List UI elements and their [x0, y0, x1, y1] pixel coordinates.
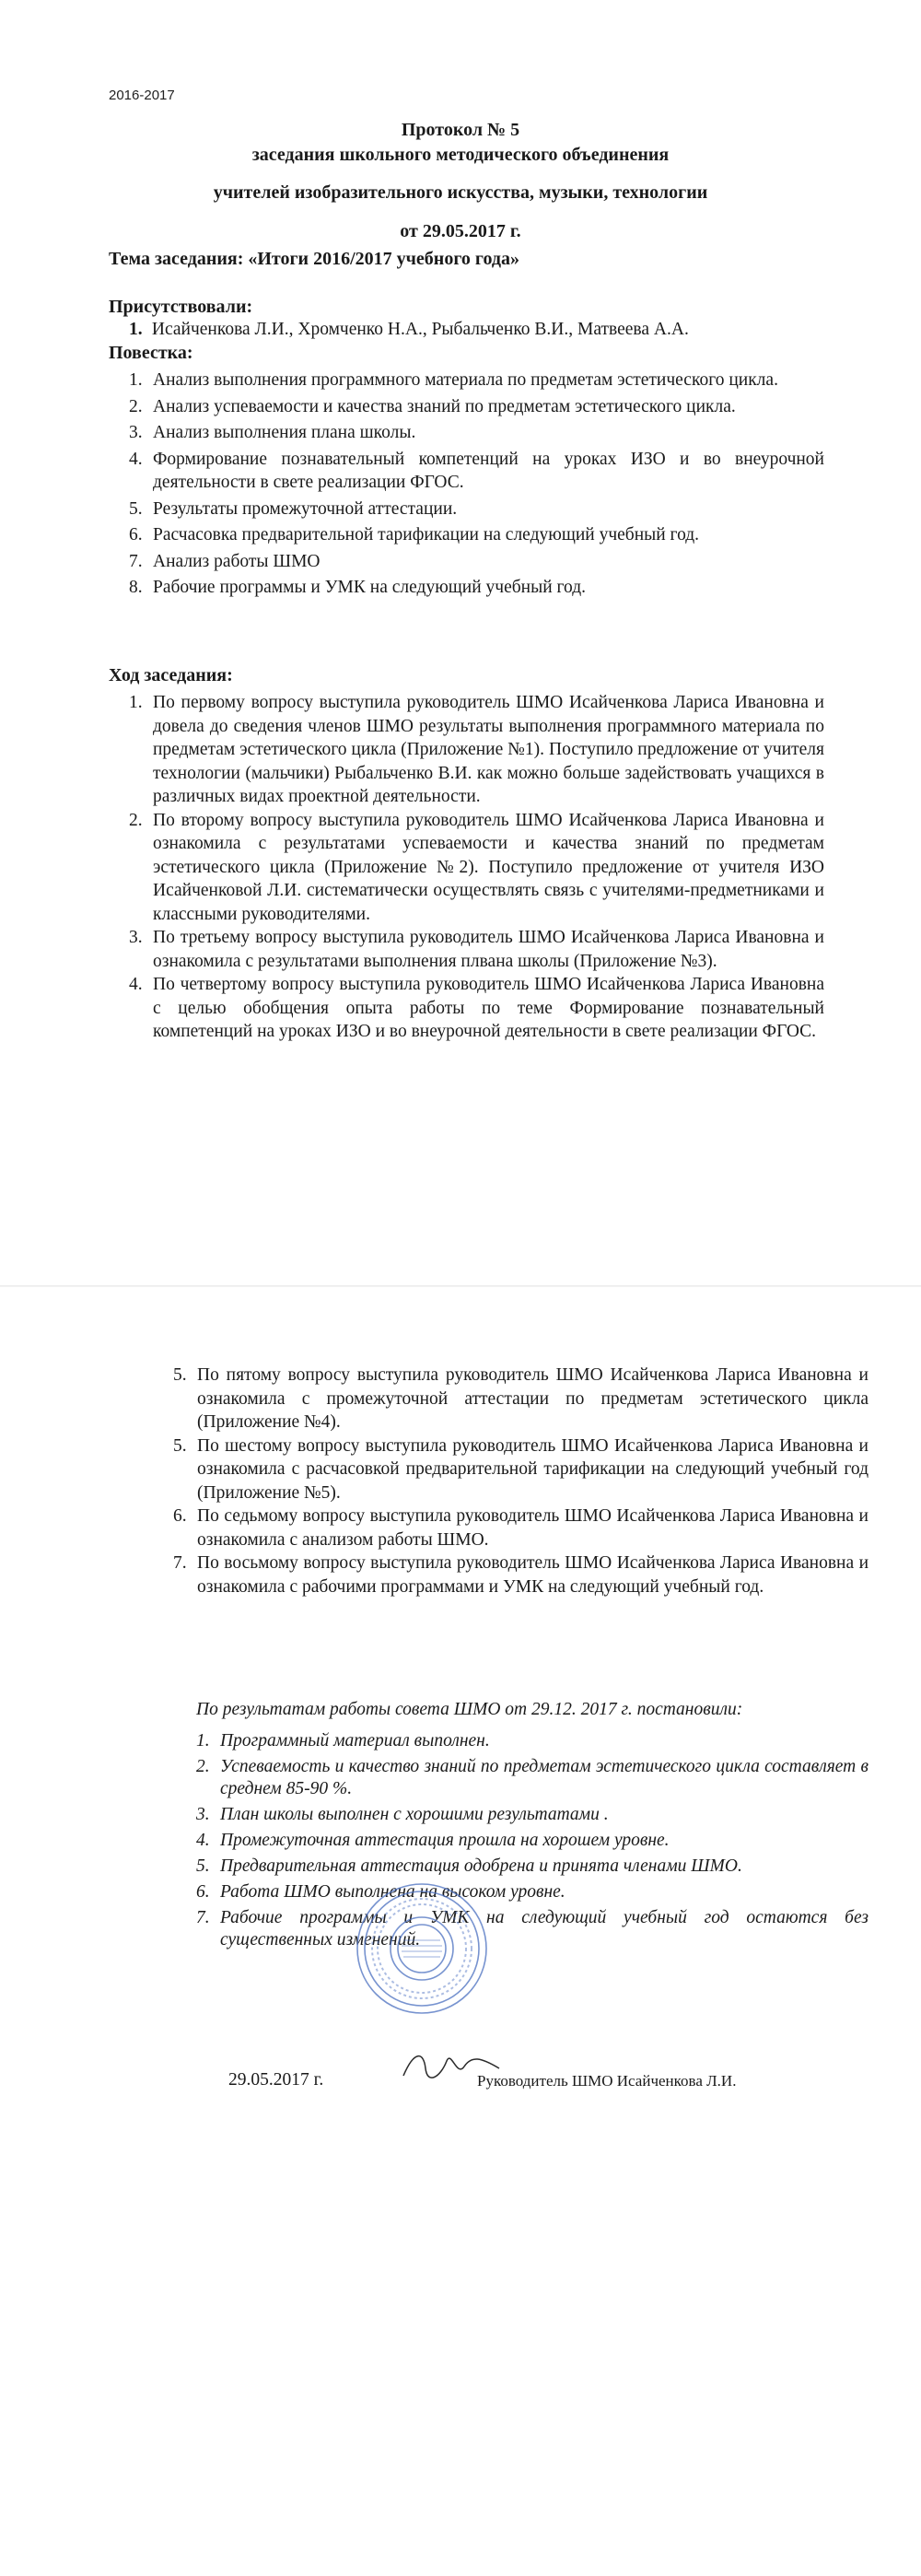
item-number: 2. — [129, 396, 143, 416]
list-item — [129, 926, 824, 973]
item-text: Расчасовка предварительной тарификации на следующий учебный год. — [153, 525, 700, 544]
list-item — [173, 1505, 869, 1551]
attendees-list — [129, 320, 689, 340]
signature-date: 29.05.2017 г. — [228, 2070, 324, 2090]
list-item — [129, 498, 824, 521]
item-number: 2. — [196, 1757, 210, 1776]
agenda-list — [129, 369, 824, 603]
list-item — [129, 973, 824, 1044]
item-number: 7. — [173, 1553, 187, 1573]
list-item — [196, 1804, 869, 1826]
list-item — [173, 1551, 869, 1598]
item-text: Результаты промежуточной аттестации. — [153, 498, 458, 519]
resolution-list — [196, 1730, 869, 1955]
course-list-continued — [173, 1364, 869, 1598]
list-item — [129, 809, 824, 927]
protocol-date: от 29.05.2017 г. — [400, 221, 521, 241]
protocol-subtitle: заседания школьного методического объединения — [251, 145, 670, 165]
list-item — [129, 691, 824, 809]
list-item — [196, 1830, 869, 1852]
item-number: 8. — [129, 578, 143, 597]
item-number: 6. — [173, 1506, 187, 1526]
list-item — [129, 448, 824, 495]
item-number: 2. — [129, 810, 143, 830]
item-text: Формирование познавательный компетенций на уроках ИЗО и во внеурочной деятельности в свете реализации ФГОС. — [153, 449, 824, 492]
item-text: По четвертому вопросу выступила руководитель ШМО Исайченкова Лариса Ивановна с целью обобщения опыта работы по теме Формирование познавательный компетенций на уроках ИЗО и во внеурочной деятельности в свете реализации ФГОС. — [153, 975, 824, 1041]
list-item — [173, 1434, 869, 1505]
signature-role: Руководитель ШМО Исайченкова Л.И. — [477, 2072, 737, 2090]
item-number: 4. — [196, 1831, 210, 1850]
list-item — [129, 369, 824, 392]
item-text: По восьмому вопросу выступила руководитель ШМО Исайченкова Лариса Ивановна и ознакомила с рабочими программами и УМК на следующий учебный год. — [197, 1553, 869, 1597]
item-text: План школы выполнен с хорошими результатами . — [220, 1805, 609, 1824]
document-page-1 — [0, 0, 921, 1285]
item-number: 7. — [196, 1908, 210, 1927]
item-text: Работа ШМО выполнена на высоком уровне. — [220, 1882, 565, 1902]
header-year: 2016-2017 — [109, 88, 175, 103]
item-text: Анализ выполнения программного материала по предметам эстетического цикла. — [153, 370, 778, 390]
list-item — [173, 1364, 869, 1434]
item-text: По третьему вопросу выступила руководитель ШМО Исайченкова Лариса Ивановна и ознакомила с результатами выполнения плвана школы (Приложение №3). — [153, 928, 824, 971]
attendees-number: 1. — [129, 320, 143, 339]
protocol-title: Протокол № 5 — [401, 120, 520, 140]
agenda-heading: Повестка: — [109, 343, 193, 363]
item-number: 3. — [196, 1805, 210, 1824]
item-number: 5. — [196, 1856, 210, 1876]
item-text: Рабочие программы и УМК на следующий учебный год. — [153, 578, 586, 597]
item-text: По пятому вопросу выступила руководитель ШМО Исайченкова Лариса Ивановна и ознакомила с промежуточной аттестации по предметам эстетического цикла (Приложение №4). — [197, 1365, 869, 1432]
item-text: По седьмому вопросу выступила руководитель ШМО Исайченкова Лариса Ивановна и ознакомила с анализом работы ШМО. — [197, 1506, 869, 1550]
school-stamp — [353, 1879, 491, 2018]
item-text: Промежуточная аттестация прошла на хорошем уровне. — [220, 1831, 670, 1850]
item-text: Программный материал выполнен. — [220, 1731, 490, 1751]
item-number: 3. — [129, 928, 143, 947]
item-number: 6. — [196, 1882, 210, 1902]
item-number: 5. — [129, 498, 143, 519]
item-text: По второму вопросу выступила руководитель ШМО Исайченкова Лариса Ивановна и ознакомила с результатами успеваемости и качества знаний по предметам эстетического цикла (Приложение №2). Поступило предложение от учителя ИЗО Исайченковой Л.И. систематически осуществлять связь с учителями-предметниками и классными руководителями. — [153, 810, 824, 924]
item-number: 5. — [173, 1365, 187, 1385]
list-item — [129, 523, 824, 547]
item-text: Рабочие программы и УМК на следующий учебный год остаются без существенных изменений. — [220, 1908, 869, 1950]
item-number: 3. — [129, 423, 143, 442]
item-number: 5. — [173, 1435, 187, 1456]
item-number: 4. — [129, 449, 143, 469]
list-item — [196, 1856, 869, 1878]
list-item — [196, 1756, 869, 1800]
list-item — [129, 395, 824, 419]
item-text: По шестому вопросу выступила руководитель ШМО Исайченкова Лариса Ивановна и ознакомила с расчасовкой предварительной тарификации на следующий учебный год (Приложение №5). — [197, 1435, 869, 1503]
attendees-names: Исайченкова Л.И., Хромченко Н.А., Рыбальченко В.И., Матвеева А.А. — [151, 320, 689, 339]
list-item — [196, 1907, 869, 1951]
item-text: Анализ успеваемости и качества знаний по предметам эстетического цикла. — [153, 396, 736, 416]
list-item — [129, 550, 824, 574]
item-text: По первому вопросу выступила руководитель ШМО Исайченкова Лариса Ивановна и довела до сведения членов ШМО результаты выполнения программного материала по предметам эстетического цикла (Приложение №1). Поступило предложение от учителя технологии (мальчики) Рыбальченко В.И. как можно больше задействовать учащихся в различных видах проектной деятельности. — [153, 693, 824, 806]
item-number: 4. — [129, 975, 143, 994]
list-item — [129, 576, 824, 600]
item-number: 6. — [129, 525, 143, 544]
item-number: 7. — [129, 551, 143, 571]
item-number: 1. — [129, 693, 143, 712]
attendees-heading: Присутствовали: — [109, 297, 253, 317]
meeting-topic: Тема заседания: «Итоги 2016/2017 учебного года» — [109, 249, 520, 269]
protocol-subtitle-teachers: учителей изобразительного искусства, музыки, технологии — [213, 182, 708, 203]
course-heading: Ход заседания: — [109, 665, 233, 685]
list-item — [196, 1881, 869, 1903]
item-text: Анализ работы ШМО — [153, 551, 321, 571]
item-text: Предварительная аттестация одобрена и принята членами ШМО. — [220, 1856, 742, 1876]
item-number: 1. — [129, 370, 143, 390]
item-number: 1. — [196, 1731, 210, 1751]
list-item — [196, 1730, 869, 1752]
resolution-intro: По результатам работы совета ШМО от 29.12. 2017 г. постановили: — [196, 1700, 743, 1719]
item-text: Анализ выполнения плана школы. — [153, 423, 416, 442]
item-text: Успеваемость и качество знаний по предметам эстетического цикла составляет в среднем 85-90 %. — [220, 1757, 869, 1798]
course-list — [129, 691, 824, 1044]
list-item — [129, 421, 824, 445]
